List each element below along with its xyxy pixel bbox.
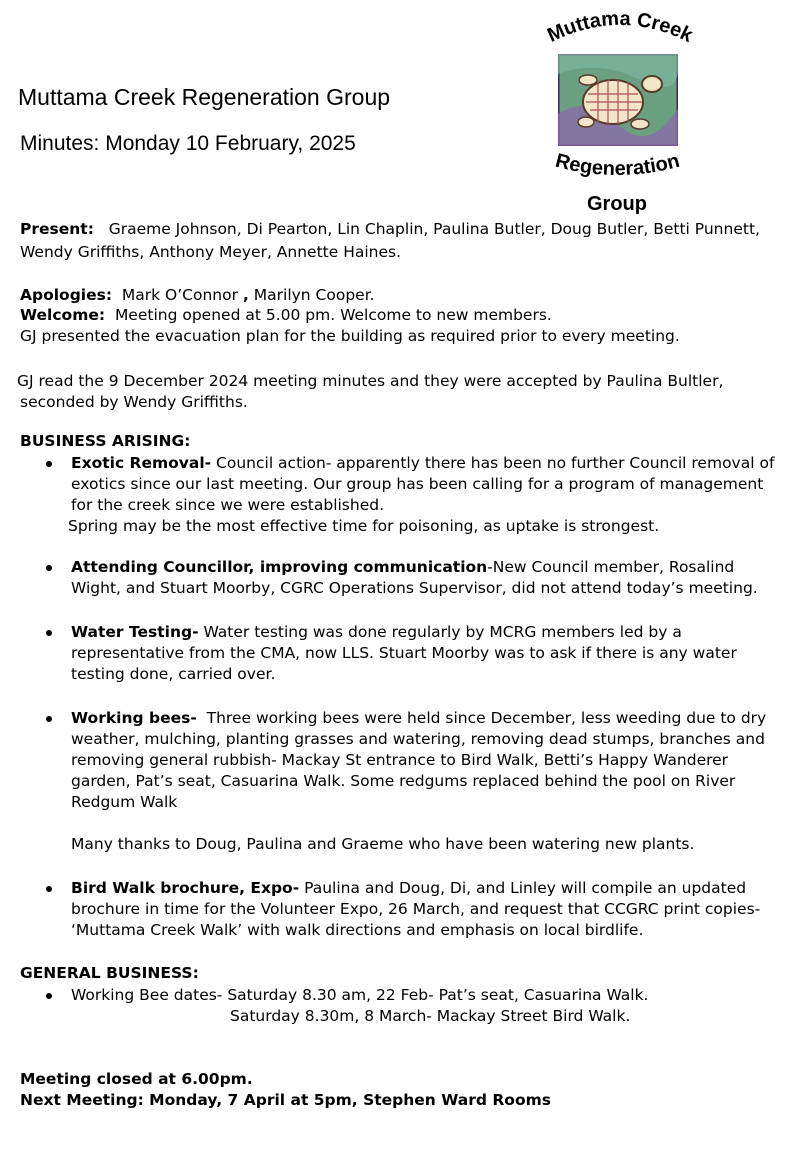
turtle-logo-image <box>558 54 678 146</box>
previous-minutes-2: seconded by Wendy Griffiths. <box>20 393 248 411</box>
brochure-title: Bird Walk brochure, Expo- <box>71 879 300 897</box>
bees-thanks: Many thanks to Doug, Paulina and Graeme who have been watering new plants. <box>71 835 695 853</box>
present-names-2: Wendy Griffiths, Anthony Meyer, Annette Haines. <box>20 243 402 261</box>
bullet-icon <box>44 709 54 719</box>
present-names-1: Graeme Johnson, Di Pearton, Lin Chaplin, Paulina Butler, Doug Butler, Betti Punnett, <box>108 220 760 238</box>
councillor-title: Attending Councillor, improving communication <box>71 558 488 576</box>
meeting-closed: Meeting closed at 6.00pm. <box>20 1070 253 1088</box>
general-business-heading: GENERAL BUSINESS: <box>20 964 199 982</box>
bullet-icon <box>44 986 54 996</box>
exotic-title: Exotic Removal- <box>71 454 212 472</box>
water-text-3: testing done, carried over. <box>71 665 276 683</box>
brochure-item <box>71 878 786 941</box>
working-bee-dates-2: Saturday 8.30m, 8 March- Mackay Street Bird Walk. <box>230 1007 631 1025</box>
present-line <box>20 219 792 240</box>
evacuation-line: GJ presented the evacuation plan for the building as required prior to every meeting. <box>20 327 680 345</box>
bullet-icon <box>44 558 54 568</box>
apologies-comma: , <box>242 286 249 304</box>
exotic-text-1: Council action- apparently there has been no further Council removal of <box>216 454 775 472</box>
svg-text:Regeneration: Regeneration <box>553 149 682 181</box>
business-arising-heading: BUSINESS ARISING: <box>20 432 191 450</box>
councillor-item <box>71 557 786 599</box>
apologies-text-1: Mark O’Connor <box>121 286 238 304</box>
next-meeting: Next Meeting: Monday, 7 April at 5pm, Stephen Ward Rooms <box>20 1091 551 1109</box>
svg-text:Muttama Creek: Muttama Creek <box>544 7 697 47</box>
bees-text-2: weather, mulching, planting grasses and watering, removing dead stumps, branches and <box>71 730 765 748</box>
water-title: Water Testing- <box>71 623 199 641</box>
councillor-text-1: -New Council member, Rosalind <box>487 558 735 576</box>
councillor-text-2: Wight, and Stuart Moorby, CGRC Operations Supervisor, did not attend today’s meeting. <box>71 579 758 597</box>
bees-text-4: garden, Pat’s seat, Casuarina Walk. Some redgums replaced behind the pool on River <box>71 772 736 790</box>
brochure-text-1: Paulina and Doug, Di, and Linley will compile an updated <box>304 879 747 897</box>
org-title: Muttama Creek Regeneration Group <box>18 84 391 110</box>
working-bees-item <box>71 708 786 855</box>
brochure-text-3: ‘Muttama Creek Walk’ with walk directions and emphasis on local birdlife. <box>71 921 644 939</box>
exotic-text-3: for the creek since we were established. <box>71 496 385 514</box>
brochure-text-2: brochure in time for the Volunteer Expo, 26 March, and request that CCGRC print copies- <box>71 900 761 918</box>
water-testing-item <box>71 622 786 685</box>
exotic-text-2: exotics since our last meeting. Our group has been calling for a program of management <box>71 475 764 493</box>
water-text-2: representative from the CMA, now LLS. Stuart Moorby was to ask if there is any water <box>71 644 737 662</box>
general-business-item <box>71 985 786 1027</box>
bullet-icon <box>44 454 54 464</box>
welcome-text: Meeting opened at 5.00 pm. Welcome to new members. <box>114 306 552 324</box>
working-bee-dates-1: Working Bee dates- Saturday 8.30 am, 22 Feb- Pat’s seat, Casuarina Walk. <box>71 986 649 1004</box>
bullet-icon <box>44 879 54 889</box>
exotic-text-4: Spring may be the most effective time for poisoning, as uptake is strongest. <box>68 517 660 535</box>
bees-text-5: Redgum Walk <box>71 793 178 811</box>
bees-text-3: removing general rubbish- Mackay St entrance to Bird Walk, Betti’s Happy Wanderer <box>71 751 729 769</box>
apologies-line <box>20 285 792 306</box>
apologies-text-2: Marilyn Cooper. <box>253 286 375 304</box>
apologies-label: Apologies: <box>20 286 113 304</box>
bullet-icon <box>44 623 54 633</box>
welcome-line <box>20 305 792 326</box>
present-label: Present: <box>20 220 94 238</box>
exotic-removal-item <box>68 453 786 537</box>
logo-bottom-text <box>535 148 700 218</box>
welcome-label: Welcome: <box>20 306 106 324</box>
minutes-title: Minutes: Monday 10 February, 2025 <box>20 132 356 155</box>
bees-text-1: Three working bees were held since December, less weeding due to dry <box>206 709 767 727</box>
previous-minutes-1: GJ read the 9 December 2024 meeting minutes and they were accepted by Paulina Bultler, <box>17 372 724 390</box>
bees-title: Working bees- <box>71 709 197 727</box>
logo-top-text <box>540 6 700 50</box>
svg-text:Group: Group <box>587 193 647 215</box>
water-text-1: Water testing was done regularly by MCRG members led by a <box>203 623 682 641</box>
